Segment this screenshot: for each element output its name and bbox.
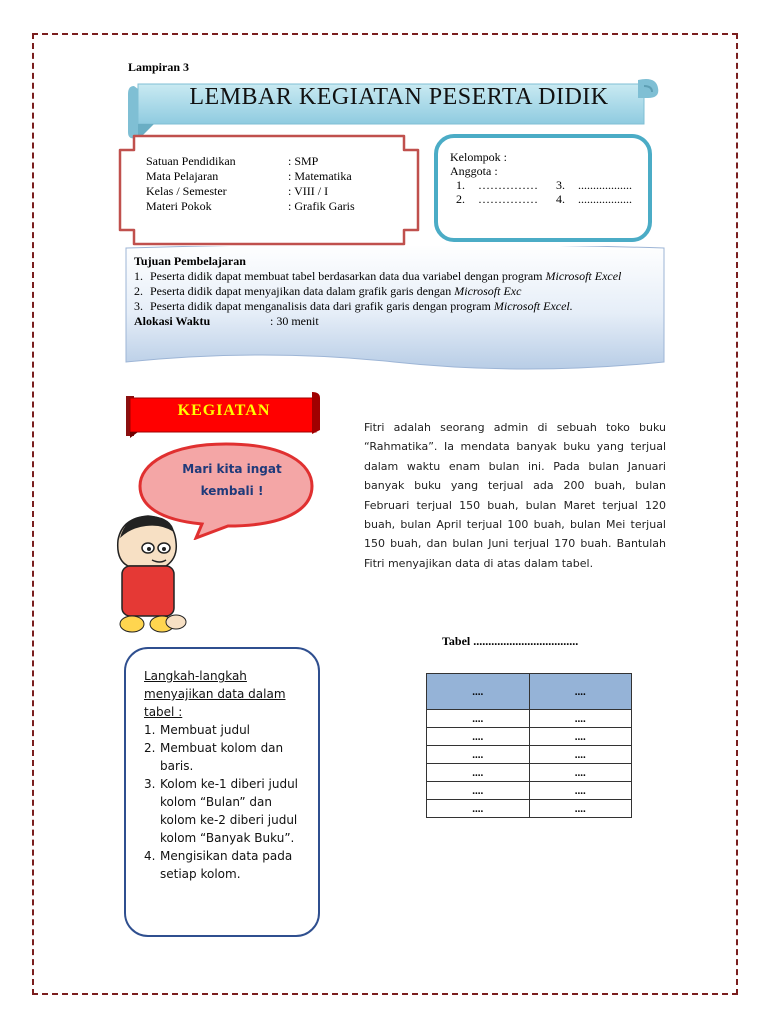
anggota-row: 1. …………… 3. ..................: [456, 178, 632, 192]
table-cell: ....: [529, 746, 632, 764]
lampiran-label: Lampiran 3: [128, 60, 190, 74]
alokasi-waktu: Alokasi Waktu : 30 menit: [134, 314, 319, 328]
page-title: LEMBAR KEGIATAN PESERTA DIDIK: [189, 84, 609, 110]
table-cell: ....: [529, 728, 632, 746]
tujuan-heading: Tujuan Pembelajaran: [134, 254, 246, 268]
story-paragraph: Fitri adalah seorang admin di sebuah toko buku “Rahmatika”. Ia mendata banyak buku yang terjual dalam waktu enam bulan ini. Pada bulan Januari banyak buku yang terjual ada 200 buah, bulan Februari terjual 150 buah, bulan Maret terjual 120 buah, bulan April terjual 100 buah, bulan Mei terjual 150 buah, dan bulan Juni terjual 170 buah. Bantulah Fitri menyajikan data di atas dalam tabel.: [364, 421, 666, 570]
langkah-item: 4. Mengisikan data pada setiap kolom.: [144, 849, 293, 881]
table-cell: ....: [529, 710, 632, 728]
table-cell: ....: [529, 800, 632, 818]
langkah-title: Langkah-langkah menyajikan data dalam tabel :: [144, 669, 286, 719]
table-row: [427, 728, 632, 746]
tujuan-box: [124, 246, 666, 370]
tujuan-item: 1. Peserta didik dapat membuat tabel berdasarkan data dua variabel dengan program Microsoft Excel: [134, 269, 622, 283]
anggota-label: Anggota :: [450, 164, 498, 178]
table-row: [427, 746, 632, 764]
data-table: [426, 673, 632, 818]
table-cell: ....: [427, 800, 530, 818]
anggota-row: 2. …………… 4. ..................: [456, 192, 632, 206]
table-cell: ....: [427, 710, 530, 728]
tujuan-item: 2. Peserta didik dapat menyajikan data dalam grafik garis dengan Microsoft Exc: [134, 284, 522, 298]
identity-box: [118, 134, 420, 246]
langkah-list: [144, 721, 306, 883]
table-row: [427, 710, 632, 728]
table-header-cell: ....: [529, 674, 632, 710]
identity-row-materi: Materi Pokok : Grafik Garis: [146, 199, 355, 213]
table-cell: ....: [427, 782, 530, 800]
table-row: [427, 800, 632, 818]
identity-row-satuan: Satuan Pendidikan : SMP: [146, 154, 319, 168]
identity-row-mapel: Mata Pelajaran : Matematika: [146, 169, 352, 183]
langkah-item: 1. Membuat judul: [144, 723, 251, 737]
tujuan-item: 3. Peserta didik dapat menganalisis data dari grafik garis dengan program Microsoft Excel.: [134, 299, 573, 313]
table-row: [427, 782, 632, 800]
table-caption: Tabel ...................................: [442, 634, 579, 648]
langkah-item: 3. Kolom ke-1 diberi judul kolom “Bulan” dan kolom ke-2 diberi judul kolom “Banyak Buku”.: [144, 777, 299, 845]
speech-bubble: Mari kita ingat kembali !: [136, 440, 316, 540]
table-cell: ....: [529, 764, 632, 782]
table-cell: ....: [427, 746, 530, 764]
kegiatan-banner: [122, 390, 322, 440]
langkah-item: 2. Membuat kolom dan baris.: [144, 741, 284, 773]
kegiatan-label: KEGIATAN: [177, 402, 271, 419]
kelompok-label: Kelompok :: [450, 150, 507, 164]
title-banner: [124, 78, 664, 136]
tujuan-list: [134, 269, 660, 314]
identity-row-kelas: Kelas / Semester : VIII / I: [146, 184, 329, 198]
table-row: [427, 764, 632, 782]
table-cell: ....: [529, 782, 632, 800]
cartoon-boy-illustration: [112, 510, 192, 640]
table-header-row: [427, 674, 632, 710]
table-header-cell: ....: [427, 674, 530, 710]
kelompok-box: [434, 134, 652, 242]
table-cell: ....: [427, 764, 530, 782]
table-cell: ....: [427, 728, 530, 746]
langkah-box: [124, 647, 320, 937]
